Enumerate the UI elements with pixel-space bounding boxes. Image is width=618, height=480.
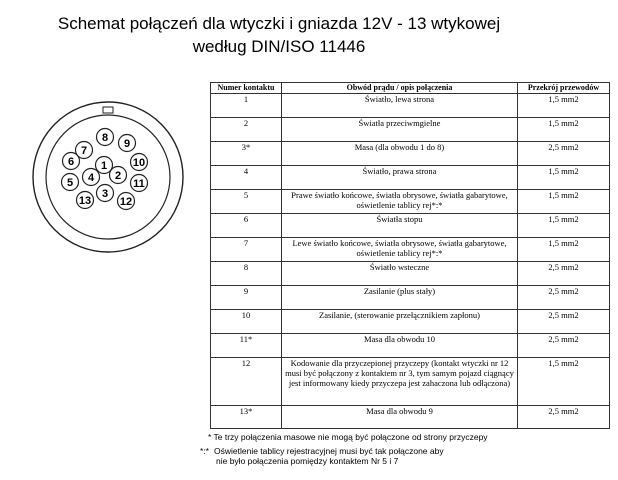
connector-pin-9 [119,135,136,152]
pin-label: 2 [114,170,122,182]
pin-number: 3* [211,142,282,166]
pin-label: 9 [123,138,131,150]
pin-label: 11 [133,178,145,190]
pin-label: 13 [78,195,92,207]
wire-size: 1,5 mm2 [518,358,610,406]
pin-number: 13* [211,406,282,429]
pin-label: 5 [66,177,74,189]
pin-number: 1 [211,94,282,118]
connector-outer-ring [33,102,183,252]
pin-description: Lewe światło końcowe, światła obrysowe, światła gabarytowe, oświetlenie tablicy rej*:* [282,238,518,262]
pin-number: 11* [211,334,282,358]
pin-number: 2 [211,118,282,142]
wire-size: 1,5 mm2 [518,214,610,238]
pin-description: Światło, prawa strona [282,166,518,190]
header-circuit-description: Obwód prądu / opis połączenia [282,83,518,94]
pin-label: 4 [87,172,95,184]
table-row [211,214,610,238]
connector-pin-3 [97,185,114,202]
wire-size: 2,5 mm2 [518,406,610,429]
pin-label: 7 [80,145,88,157]
connector-pin-4 [83,169,100,186]
connector-pin-11 [131,175,148,192]
table-header-row [211,83,610,94]
pin-description: Kodowanie dla przyczepionej przyczepy (kontakt wtyczki nr 12 musi być połączony z kontaktem nr 3, tym samym pojazd ciągnący jest informowany kiedy przyczepa jest zahaczona lub odłączona) [282,358,518,406]
connector-diagram [28,97,188,257]
table-row [211,142,610,166]
table-row [211,358,610,406]
table-row [211,166,610,190]
wire-size: 2,5 mm2 [518,262,610,286]
pin-description: Zasilanie, (sterowanie przełącznikiem zapłonu) [282,310,518,334]
pin-label: 10 [132,157,146,169]
footnote-mark: *:* [200,446,209,456]
wire-size: 1,5 mm2 [518,190,610,214]
pin-description: Światła przeciwmgielne [282,118,518,142]
footnote-line-2: nie było połączenia pomiędzy kontaktem Nr 5 i 7 [216,456,399,466]
pin-number: 10 [211,310,282,334]
wire-size: 1,5 mm2 [518,118,610,142]
wire-size: 2,5 mm2 [518,310,610,334]
pin-number: 9 [211,286,282,310]
table-row [211,94,610,118]
connector-pin-8 [97,129,114,146]
table-row [211,238,610,262]
pin-number: 8 [211,262,282,286]
connector-pin-10 [131,154,148,171]
wire-size: 2,5 mm2 [518,334,610,358]
pin-description: Prawe światło końcowe, światła obrysowe, światła gabarytowe, oświetlenie tablicy rej*:* [282,190,518,214]
wire-size: 2,5 mm2 [518,142,610,166]
table-row [211,190,610,214]
footnote-line-1: Oświetlenie tablicy rejestracyjnej musi być tak połączone aby [214,446,444,456]
pin-description: Masa dla obwodu 9 [282,406,518,429]
pin-description: Masa (dla obwodu 1 do 8) [282,142,518,166]
pin-number: 6 [211,214,282,238]
connector-pin-2 [110,167,127,184]
connector-pin-5 [62,174,79,191]
title-line-1: Schemat połączeń dla wtyczki i gniazda 12V - 13 wtykowej [57,14,501,33]
wire-size: 1,5 mm2 [518,238,610,262]
connector-key-notch [103,107,113,113]
connector-pin-7 [76,142,93,159]
header-wire-size: Przekrój przewodów [518,83,610,94]
pin-description: Światło, lewa strona [282,94,518,118]
connector-pin-12 [118,193,135,210]
table-row [211,334,610,358]
pin-number: 12 [211,358,282,406]
table-row [211,262,610,286]
table-row [211,310,610,334]
wire-size: 1,5 mm2 [518,166,610,190]
connector-pin-13 [77,192,94,209]
pin-label: 1 [100,160,108,172]
pin-number: 7 [211,238,282,262]
pin-description: Zasilanie (plus stały) [282,286,518,310]
pin-label: 8 [101,132,109,144]
pin-number: 4 [211,166,282,190]
pin-description: Masa dla obwodu 10 [282,334,518,358]
pin-number: 5 [211,190,282,214]
table-row [211,118,610,142]
pin-description: Światła stopu [282,214,518,238]
wire-size: 2,5 mm2 [518,286,610,310]
table-row [211,406,610,429]
pin-label: 6 [67,156,75,168]
pin-description: Światło wsteczne [282,262,518,286]
wire-size: 1,5 mm2 [518,94,610,118]
table-row [211,286,610,310]
pin-table [210,82,610,429]
pin-label: 3 [101,188,109,200]
footnote-plate-light [200,446,444,466]
header-pin-number: Numer kontaktu [211,83,282,94]
pin-label: 12 [119,196,133,208]
footnote-ground: * Te trzy połączenia masowe nie mogą być połączone od strony przyczepy [208,432,488,442]
title-line-2: według DIN/ISO 11446 [192,37,366,56]
